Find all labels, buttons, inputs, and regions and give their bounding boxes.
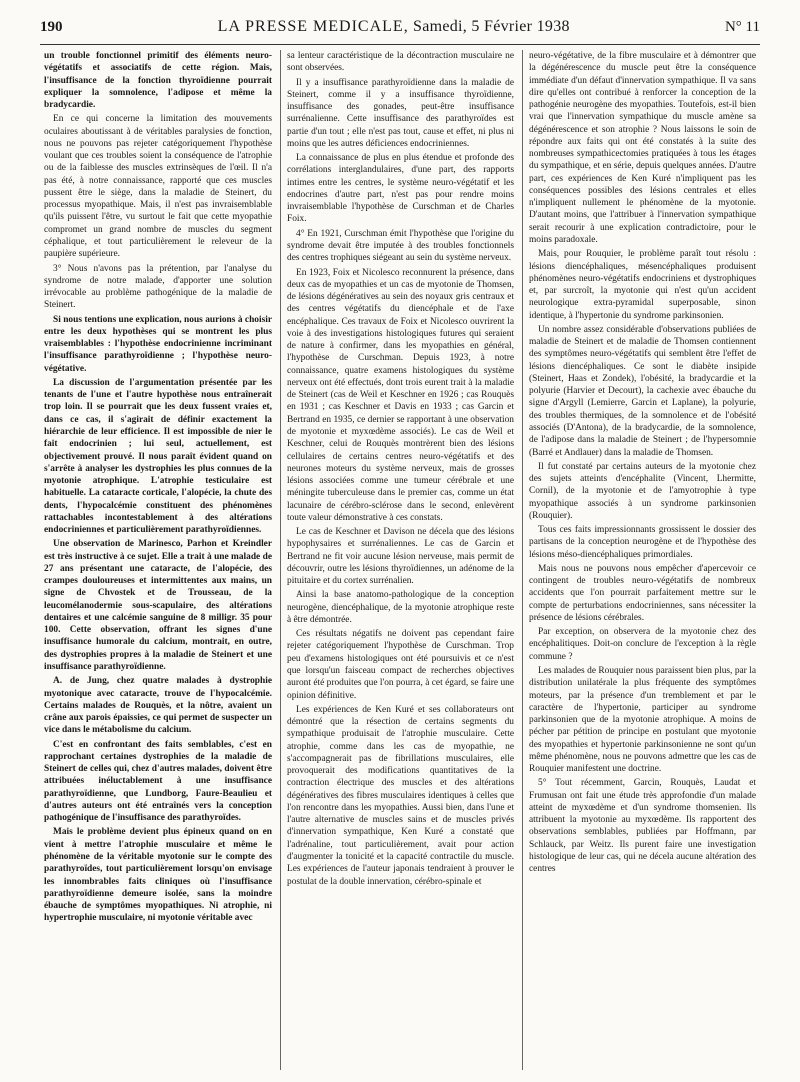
column-1 xyxy=(44,50,272,1070)
paragraph: Mais nous ne pouvons nous empêcher d'apercevoir ce contingent de troubles neuro-végétatifs de nombreux accidents que l'on pourrait parfaitement mettre sur le compte de perturbations endocriniennes, sans nécessiter la présence de lésions cérébrales. xyxy=(529,563,756,623)
paragraph: En 1923, Foix et Nicolesco reconnurent la présence, dans deux cas de myopathies et un cas de myotonie de Thomsen, de lésions dégénératives au sein des noyaux gris centraux et des centres végétatifs du diencéphale et de l'axe encéphalique. Ces travaux de Foix et Nicolesco ouvrirent la voie à des investigations histologiques futures qui seraient de nature à confirmer, dans les myopathies en général, l'hypothèse de Curschman. Depuis 1923, à notre connaissance, quatre examens histologiques du système nerveux ont été effectués, dont trois eurent trait à la maladie de Steinert (cas de Weil et Keschner en 1926 ; cas Rouquès en 1931 ; cas Keschner et Davis en 1933 ; cas Garcin et Bertrand en 1935, ce dernier se rapportant à une observation de myotonie et myxœdème associés). Le cas de Weil et Keschner, celui de Rouquès montrèrent bien des lésions cellulaires de certains centres neuro-végétatifs et des neurones moteurs du système nerveux, mais de grosses lésions associées comme une tumeur cérébrale et une méningite tuberculeuse dans le premier cas, comme un état lacunaire de cérébro-sclérose dans le second, enlevèrent toute valeur démonstrative à ces constats. xyxy=(287,267,514,523)
paragraph: Mais le problème devient plus épineux quand on en vient à mettre l'atrophie musculaire et même le phénomène de la véritable myotonie sur le compte des parathyroïdes, tout particulièrement lorsqu'on envisage les innombrables faits cliniques où l'insuffisance parathyroïdienne demeure isolée, sans la moindre ébauche de symptômes myopathiques. Ni atrophie, ni hypertrophie musculaire, ni myotonie véritable avec xyxy=(44,827,272,924)
paragraph: 4° En 1921, Curschman émit l'hypothèse que l'origine du syndrome devait être imputée à des troubles fonctionnels des centres trophiques siégeant au sein du système nerveux. xyxy=(287,228,514,264)
issue-date: Samedi, 5 Février 1938 xyxy=(413,18,570,35)
paragraph: Il y a insuffisance parathyroïdienne dans la maladie de Steinert, comme il y a insuffisance thyroïdienne, insuffisance des gonades, peut-être insuffisance surrénalienne. Cette insuffisance des parathyroïdes est partie d'un tout ; elle n'est pas tout, cause et effet, ni plus ni moins que les autres déficiences endocriniennes. xyxy=(287,77,514,149)
paragraph: Le cas de Keschner et Davison ne décela que des lésions hypophysaires et surrénaliennes. Le cas de Garcin et Bertrand ne fit voir aucune lésion nerveuse, mais permit de découvrir, outre les lésions thyroïdiennes, un adénome de la pituitaire et du cortex surrénalien. xyxy=(287,527,514,587)
paragraph: Tous ces faits impressionnants grossissent le dossier des partisans de la conception neurogène et de l'hypothèse des lésions méso-diencéphaliques primordiales. xyxy=(529,525,756,560)
paragraph: neuro-végétative, de la fibre musculaire et à démontrer que la dégénérescence du muscle peut être la conséquence immédiate d'un défaut d'innervation sympathique. Il va sans dire qu'elles ont contribué à renforcer la conception de la pathogénie neurogène des myopathies. Toutefois, est-il bien vrai que l'innervation sympathique du muscle amène sa dégénérescence et son atrophie ? Nous laissons le soin de répondre aux faits qui ont été constatés à la suite des nombreuses sympathicectomies pratiquées à tous les étages du sympathique, et en série, depuis quelques années. D'autre part, ces expériences de Ken Kuré n'impliquent pas les conséquences possibles des lésions centrales et elles n'impliquent nullement le phénomène de la myotonie. D'autant moins, que l'attribuer à l'innervation sympathique serait recourir à une explication contradictoire, pour le moins paradoxale. xyxy=(529,51,756,245)
paragraph: sa lenteur caractéristique de la décontraction musculaire ne sont observées. xyxy=(287,51,514,74)
paragraph: Les expériences de Ken Kuré et ses collaborateurs ont démontré que la résection de certains segments du sympathique produisait de l'atrophie musculaire. Cette atrophie, comme dans les cas de myopathie, ne s'accompagnerait pas de fibrillations musculaires, elle provoquerait des modifications quantitatives de la contraction électrique des muscles et des altérations dégénératives des fibres musculaires identiques à celles que l'on rencontre dans les myopathies. Aussi bien, dans l'une et l'autre alternative de muscles sains et de muscles privés d'innervation sympathique, Ken Kuré a constaté que l'adrénaline, tout particulièrement, avait pour action d'augmenter la tonicité et la capacité contractile du muscle. Les expériences de l'auteur japonais tendraient à prouver le postulat de la double innervation, cérébro-spinale et xyxy=(287,704,514,887)
paragraph: Mais, pour Rouquier, le problème paraît tout résolu : lésions diencéphaliques, mésencéphaliques produisent phénomènes neuro-végétatifs endocriniens et dystrophiques et, par surcroît, la myotonie qui n'est qu'un accident neurologique extra-pyramidal superposable, sinon identique, à l'hypertonie du syndrome parkinsonien. xyxy=(529,249,756,321)
page-number: 190 xyxy=(40,19,63,35)
paragraph: un trouble fonctionnel primitif des éléments neuro-végétatifs et associatifs de cette région. Mais, l'insuffisance de la fonction thyroïdienne pourrait expliquer la somnolence, l'adipose et même la bradycardie. xyxy=(44,51,272,111)
header-rule xyxy=(40,44,760,45)
paragraph: Ces résultats négatifs ne doivent pas cependant faire rejeter catégoriquement l'hypothèse de Curschman. Trop peu d'examens histologiques ont été poursuivis et ce n'est que lorsqu'un faisceau compact de recherches objectives auront été produites que l'on pourra, à cet égard, se faire une opinion définitive. xyxy=(287,629,514,701)
column-2 xyxy=(280,50,514,1070)
paragraph: A. de Jung, chez quatre malades à dystrophie myotonique avec cataracte, trouve de l'hypocalcémie. Certains malades de Rouquès, et la nôtre, avaient un crâne aux parois épaissies, ce qui permet de suspecter un vice dans le métabolisme du calcium. xyxy=(44,676,272,736)
paragraph: La discussion de l'argumentation présentée par les tenants de l'une et l'autre hypothèse nous entraînerait trop loin. Il se pourrait que les deux fussent vraies et, dans ce cas, il s'agirait de définir exactement la hiérarchie de leur efficience. Il est impossible de nier le fait endocrinien ; lui seul, actuellement, est objectivement prouvé. Il nous paraît évident quand on s'arrête à analyser les dystrophies les plus connues de la myotonie atrophique. L'atrophie testiculaire est habituelle. La cataracte corticale, l'alopécie, la chute des dents, l'hypocalcémie constituent des phénomènes rattachables incontestablement à des altérations endocriniennes et particulièrement parathyroïdiennes. xyxy=(44,377,272,536)
paragraph: Si nous tentions une explication, nous aurions à choisir entre les deux hypothèses qui se montrent les plus vraisemblables : l'hypothèse endocrinienne incriminant l'insuffisance parathyroïdienne ; l'hypothèse neuro-végétative. xyxy=(44,314,272,374)
issue-number: N° 11 xyxy=(724,19,760,35)
paragraph: Un nombre assez considérable d'observations publiées de maladie de Steinert et de maladie de Thomsen contiennent des symptômes neuro-végétatifs qui semblent être l'effet de lésions diencéphaliques. Ce sont le diabète insipide (Steinert, Haas et Zondek), l'obésité, la bradycardie et la polyurie (Harvier et Decourt), la cachexie avec ébauche du signe d'Argyll (Lemierre, Garcin et Laplane), la polyurie, des troubles thermiques, de la somnolence et de l'obésité associés (D'Antona), de la bradycardie, de la somnolence, de l'adipose dans la maladie de Steinert ; de l'hypersomnie (Barré et Andlauer) dans la maladie de Thomsen. xyxy=(529,324,756,458)
column-3 xyxy=(522,50,756,1070)
publication-title: LA PRESSE MEDICALE, xyxy=(217,18,409,35)
paragraph: C'est en confrontant des faits semblables, c'est en rapprochant certaines dystrophies de la maladie de Steinert de celles qui, chez d'autres malades, doivent être attribuées inéluctablement à une insuffisance parathyroïdienne, que Lundborg, Faure-Beaulieu et d'autres auteurs ont été entraînés vers la conception pathogénique de l'insuffisance des parathyroïdes. xyxy=(44,739,272,824)
publication-line xyxy=(218,18,570,36)
paragraph: 5° Tout récemment, Garcin, Rouquès, Laudat et Frumusan ont fait une étude très approfondie d'un malade atteint de myxœdème et d'un syndrome thomsenien. Ils attribuent la myotonie au myxœdème. Ils rapportent des observations semblables, publiées par Hoffmann, par Schlauck, par Weitz. Ils purent faire une investigation histologique de leur cas, qui ne décela aucune altération des centres xyxy=(529,778,756,875)
paragraph: Les malades de Rouquier nous paraissent bien plus, par la distribution unilatérale la plus fréquente des symptômes moteurs, par la présence d'un tremblement et par le caractère de l'hypertonie, participer au syndrome parkinsonien que de la myotonie atrophique. A moins de pécher par pétition de principe en postulant que myotonie des myopathies et hypertonie parkinsonienne ne sont qu'un même phénomène, nous ne pouvons admettre que les cas de Rouquier manifestent une doctrine. xyxy=(529,666,756,775)
paragraph: Ainsi la base anatomo-pathologique de la conception neurogène, diencéphalique, de la myotonie atrophique reste à être démontrée. xyxy=(287,590,514,625)
page-header xyxy=(40,18,760,44)
paragraph: Il fut constaté par certains auteurs de la myotonie chez des sujets atteints d'encéphalite (Vincent, Lhermitte, Cornil), de la myotonie et de l'amyotrophie à type myopathique associés à un syndrome parkinsonien (Rouquier). xyxy=(529,461,756,521)
paragraph: La connaissance de plus en plus étendue et profonde des corrélations interglandulaires, d'une part, des rapports intimes entre les centres, le système neuro-végétatif et les endocrines d'autre part, n'est pas pour rendre moins invraisemblable l'hypothèse de Curschman et de Charles Foix. xyxy=(287,153,514,225)
text-columns xyxy=(44,50,756,1070)
paragraph: Une observation de Marinesco, Parhon et Kreindler est très instructive à ce sujet. Elle a trait à une malade de 27 ans présentant une cataracte, de l'alopécie, des crampes douloureuses et intermittentes aux mains, un signe de Chvostek et de Trousseau, de la leucomélanodermie sous-scapulaire, des altérations dentaires et une calcémie sanguine de 8 milligr. 35 pour 100. Cette observation, offrant les signes d'une insuffisance humorale du calcium, montrait, en outre, des dystrophies propres à la maladie de Steinert et une insuffisance parathyroïdienne. xyxy=(44,539,272,673)
paragraph: En ce qui concerne la limitation des mouvements oculaires aboutissant à de véritables paralysies de fonction, nous ne pouvons pas rejeter catégoriquement l'hypothèse voulant que ces troubles soient la conséquence de l'atrophie ou de la faiblesse des muscles extrinsèques de l'œil. Il n'a pas été, à notre connaissance, rapporté que ces muscles pussent être le siège, dans la maladie de Steinert, du processus myopathique. Mais, il n'est pas invraisemblable qu'ils puissent l'être, vu surtout le fait que cette myopathie compromet un grand nombre de muscles du segment céphalique, et tout particulièrement le releveur de la paupière supérieure. xyxy=(44,114,272,260)
paragraph: 3° Nous n'avons pas la prétention, par l'analyse du syndrome de notre malade, d'apporter une solution irrévocable au problème pathogénique de la maladie de Steinert. xyxy=(44,263,272,311)
paragraph: Par exception, on observera de la myotonie chez des encéphalitiques. Doit-on conclure de l'exception à la règle commune ? xyxy=(529,627,756,662)
